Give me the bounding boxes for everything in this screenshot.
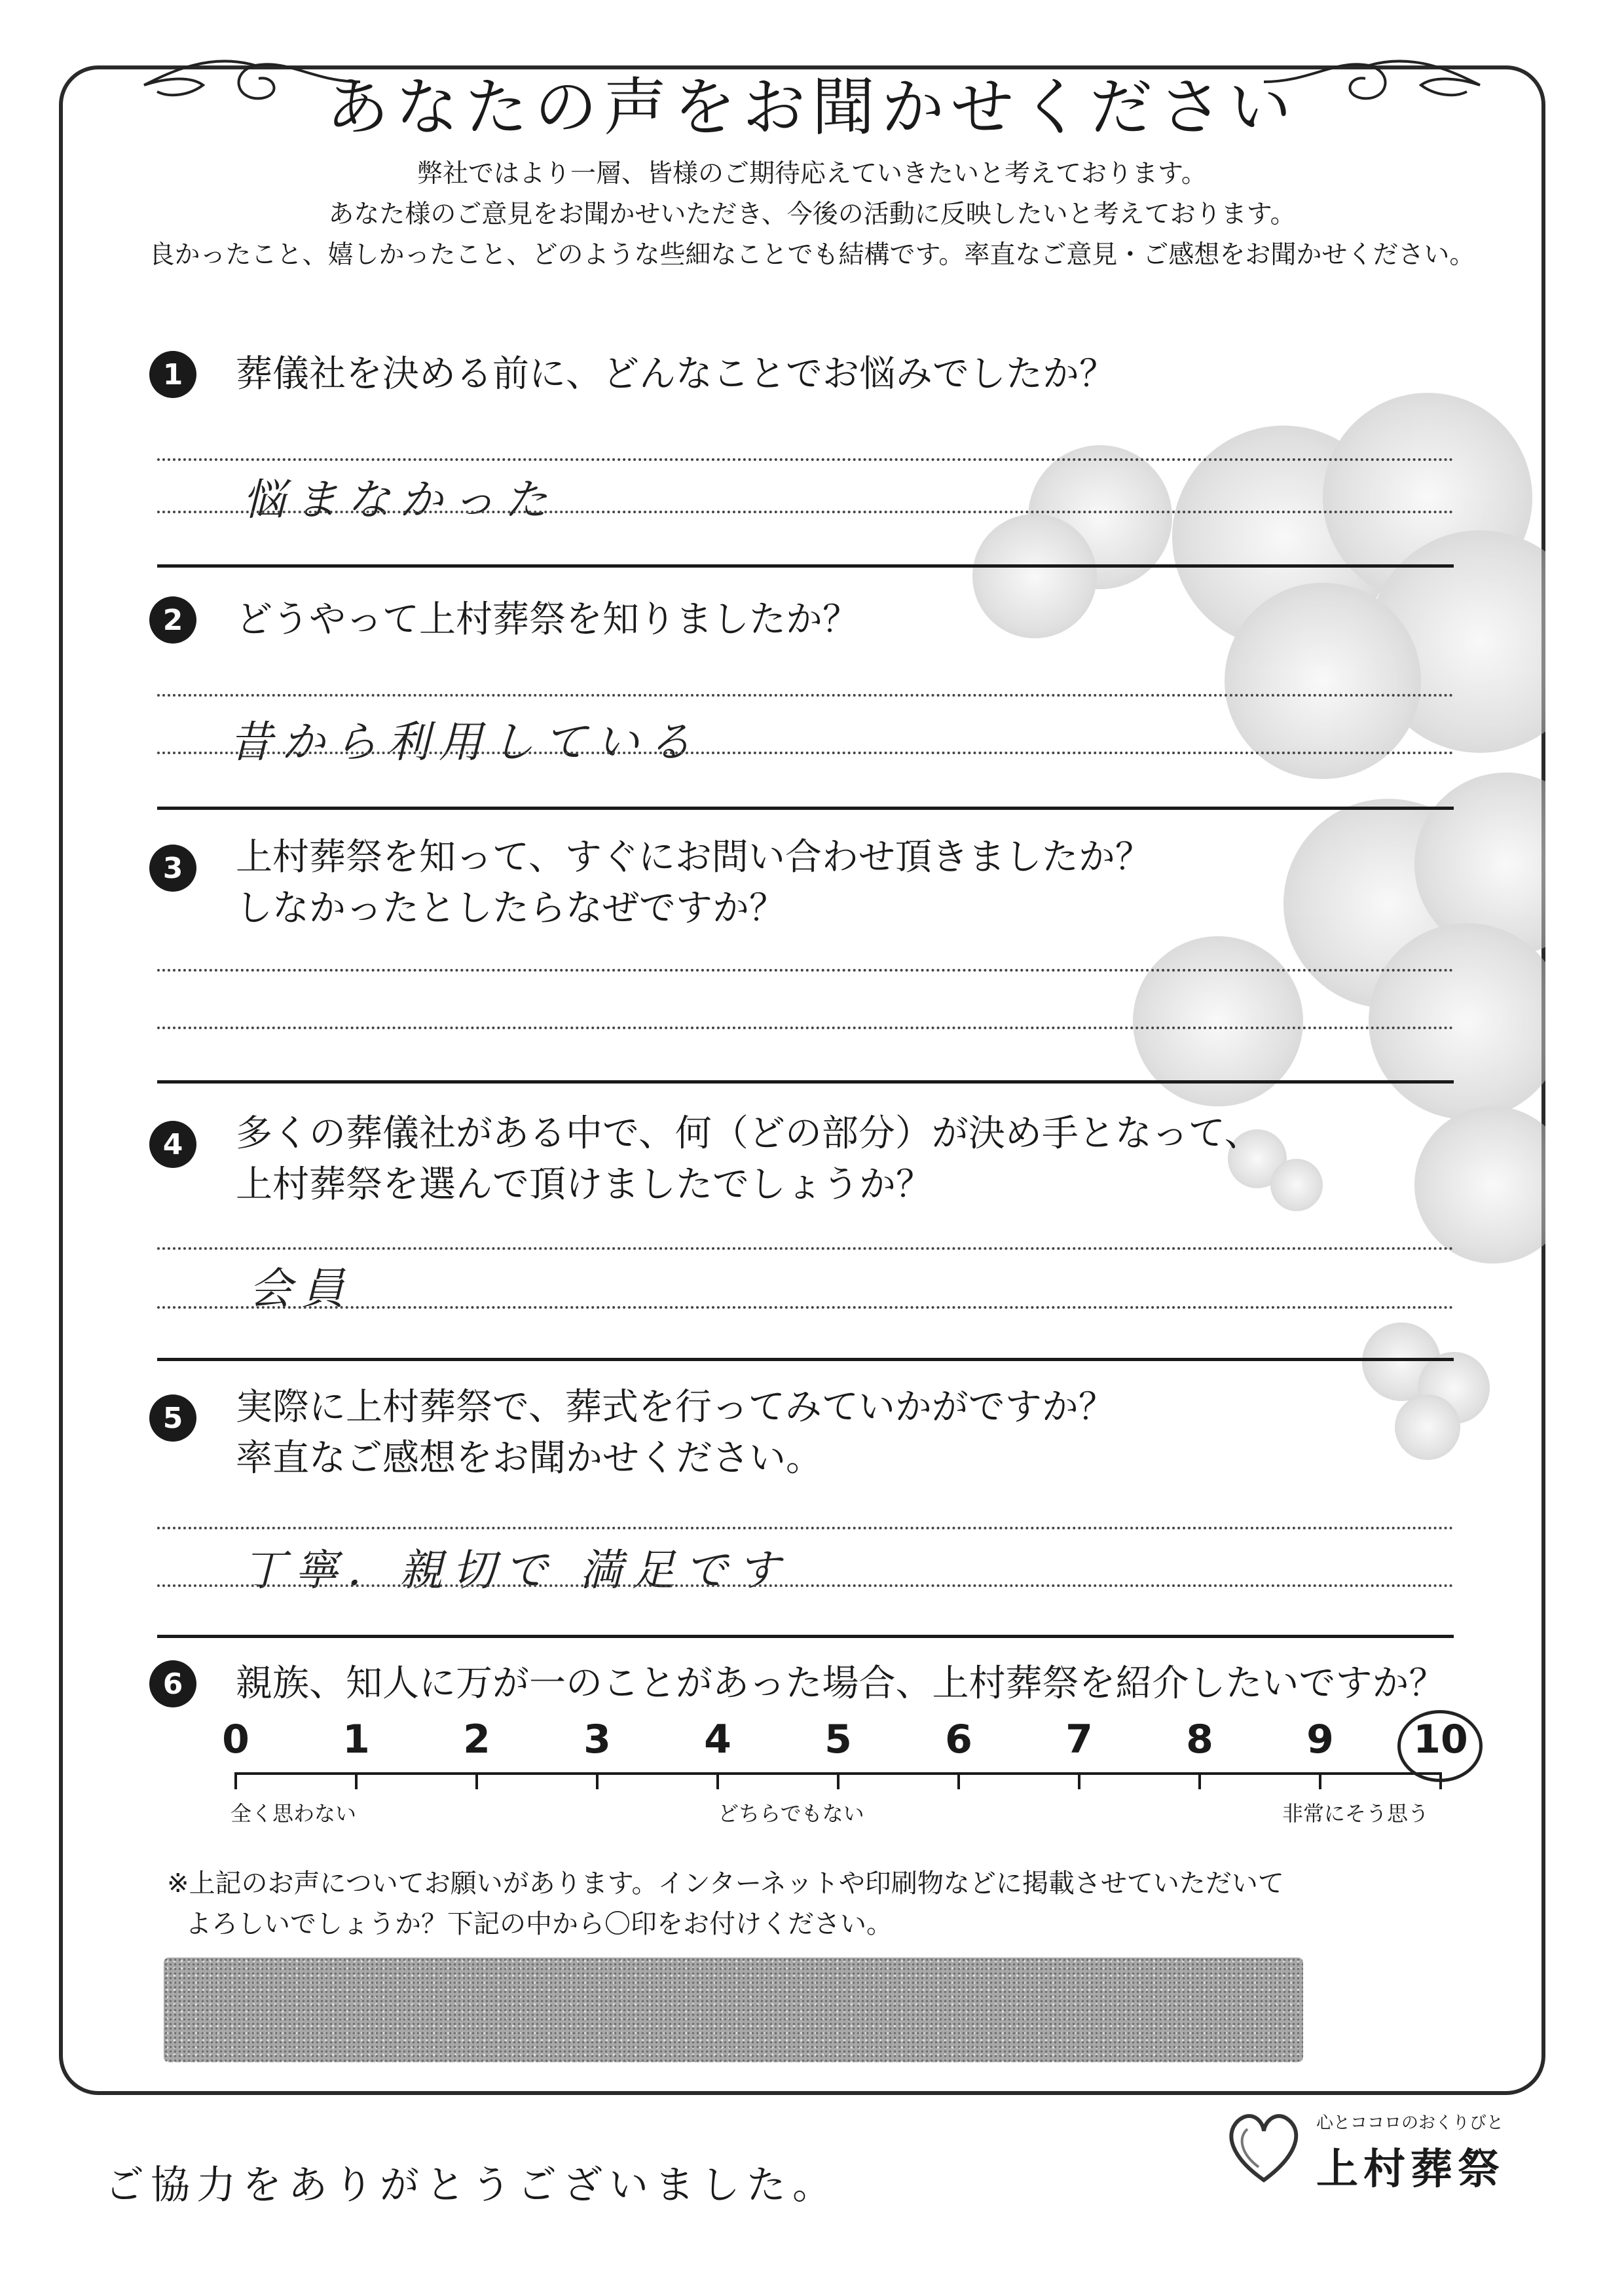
question-number-badge: 1 — [149, 351, 196, 398]
question-number-badge: 2 — [149, 596, 196, 644]
question-text: 率直なご感想をお聞かせください。 — [236, 1437, 822, 1480]
scale-number-8: 8 — [1186, 1717, 1213, 1762]
section-divider — [157, 564, 1454, 568]
scale-label-low: 全く思わない — [231, 1801, 357, 1826]
question-text: 親族、知人に万が一のことがあった場合、上村葬祭を紹介したいですか？ — [236, 1662, 1446, 1705]
question-text: 実際に上村葬祭で、葬式を行ってみていかがですか？ — [236, 1386, 1115, 1429]
question-text: どうやって上村葬祭を知りましたか？ — [236, 598, 859, 641]
intro-text — [0, 154, 1624, 276]
scale-number-1: 1 — [342, 1717, 370, 1762]
question-text: 葬儀社を決める前に、どんなことでお悩みでしたか？ — [236, 353, 1116, 395]
scale-label-high: 非常にそう思う — [1282, 1801, 1430, 1826]
section-divider — [157, 1635, 1454, 1638]
scale-number-3: 3 — [583, 1717, 611, 1762]
page-title: あなたの声をお聞かせください — [326, 71, 1298, 144]
scale-number-2: 2 — [463, 1717, 490, 1762]
answer-dotted-line — [157, 969, 1454, 972]
question-text: 多くの葬儀社がある中で、何（どの部分）が決め手となって、 — [236, 1112, 1261, 1155]
intro-line: 良かったこと、嬉しかったこと、どのような些細なことでも結構です。率直なご意見・ご感想をお聞かせください。 — [149, 240, 1475, 270]
answer-dotted-line — [157, 1584, 1454, 1587]
scale-tick — [355, 1772, 358, 1789]
logo-tagline: 心とココロのおくりびと — [1316, 2113, 1504, 2133]
handwritten-answer-5: 丁寧．親切で 満足です — [242, 1545, 789, 1595]
answer-dotted-line — [157, 458, 1454, 461]
scale-tick — [1078, 1772, 1080, 1789]
redacted-consent-area — [164, 1958, 1303, 2062]
question-number-badge: 6 — [149, 1660, 196, 1707]
scale-number-6: 6 — [945, 1717, 972, 1762]
heart-logo-icon — [1218, 2102, 1310, 2193]
handwritten-answer-4: 会員 — [249, 1264, 354, 1314]
answer-dotted-line — [157, 1247, 1454, 1250]
section-divider — [157, 1358, 1454, 1361]
scale-number-10: 10 — [1413, 1717, 1468, 1762]
scale-tick — [596, 1772, 599, 1789]
answer-dotted-line — [157, 1306, 1454, 1309]
scale-tick — [837, 1772, 840, 1789]
handwritten-answer-2: 昔から利用している — [229, 717, 701, 767]
scale-tick — [475, 1772, 478, 1789]
publication-consent-note — [167, 1863, 1284, 1944]
answer-dotted-line — [157, 511, 1454, 513]
scale-number-5: 5 — [824, 1717, 852, 1762]
thanks-message: ご協力をありがとうございました。 — [105, 2162, 838, 2208]
question-number-badge: 5 — [149, 1394, 196, 1442]
clover-background-decoration — [825, 367, 1545, 1480]
scale-label-mid: どちらでもない — [718, 1801, 864, 1826]
answer-dotted-line — [157, 752, 1454, 754]
answer-dotted-line — [157, 1527, 1454, 1529]
intro-line: 弊社ではより一層、皆様のご期待応えていきたいと考えております。 — [417, 159, 1207, 189]
section-divider — [157, 1080, 1454, 1084]
scale-tick — [957, 1772, 960, 1789]
scale-number-7: 7 — [1065, 1717, 1093, 1762]
scale-tick — [1198, 1772, 1201, 1789]
question-number-badge: 3 — [149, 845, 196, 892]
scale-number-9: 9 — [1306, 1717, 1334, 1762]
logo-name: 上村葬祭 — [1316, 2145, 1505, 2194]
question-text: 上村葬祭を選んで頂けましたでしょうか？ — [236, 1163, 932, 1206]
scale-tick — [1319, 1772, 1321, 1789]
answer-dotted-line — [157, 1027, 1454, 1029]
question-number-badge: 4 — [149, 1121, 196, 1168]
note-line: よろしいでしょうか？下記の中から〇印をお付けください。 — [185, 1909, 893, 1939]
scale-tick — [234, 1772, 237, 1789]
scale-tick — [716, 1772, 719, 1789]
intro-line: あなた様のご意見をお聞かせいただき、今後の活動に反映したいと考えております。 — [328, 200, 1296, 229]
section-divider — [157, 807, 1454, 810]
selected-rating-circle — [1397, 1710, 1483, 1782]
question-text: 上村葬祭を知って、すぐにお問い合わせ頂きましたか？ — [236, 836, 1152, 879]
scale-number-0: 0 — [222, 1717, 249, 1762]
scale-number-4: 4 — [704, 1717, 731, 1762]
question-text: しなかったとしたらなぜですか？ — [236, 887, 786, 930]
note-line: ※上記のお声についてお願いがあります。インターネットや印刷物などに掲載させていただいて — [167, 1868, 1284, 1899]
handwritten-answer-1: 悩まなかった — [242, 475, 557, 525]
answer-dotted-line — [157, 694, 1454, 697]
